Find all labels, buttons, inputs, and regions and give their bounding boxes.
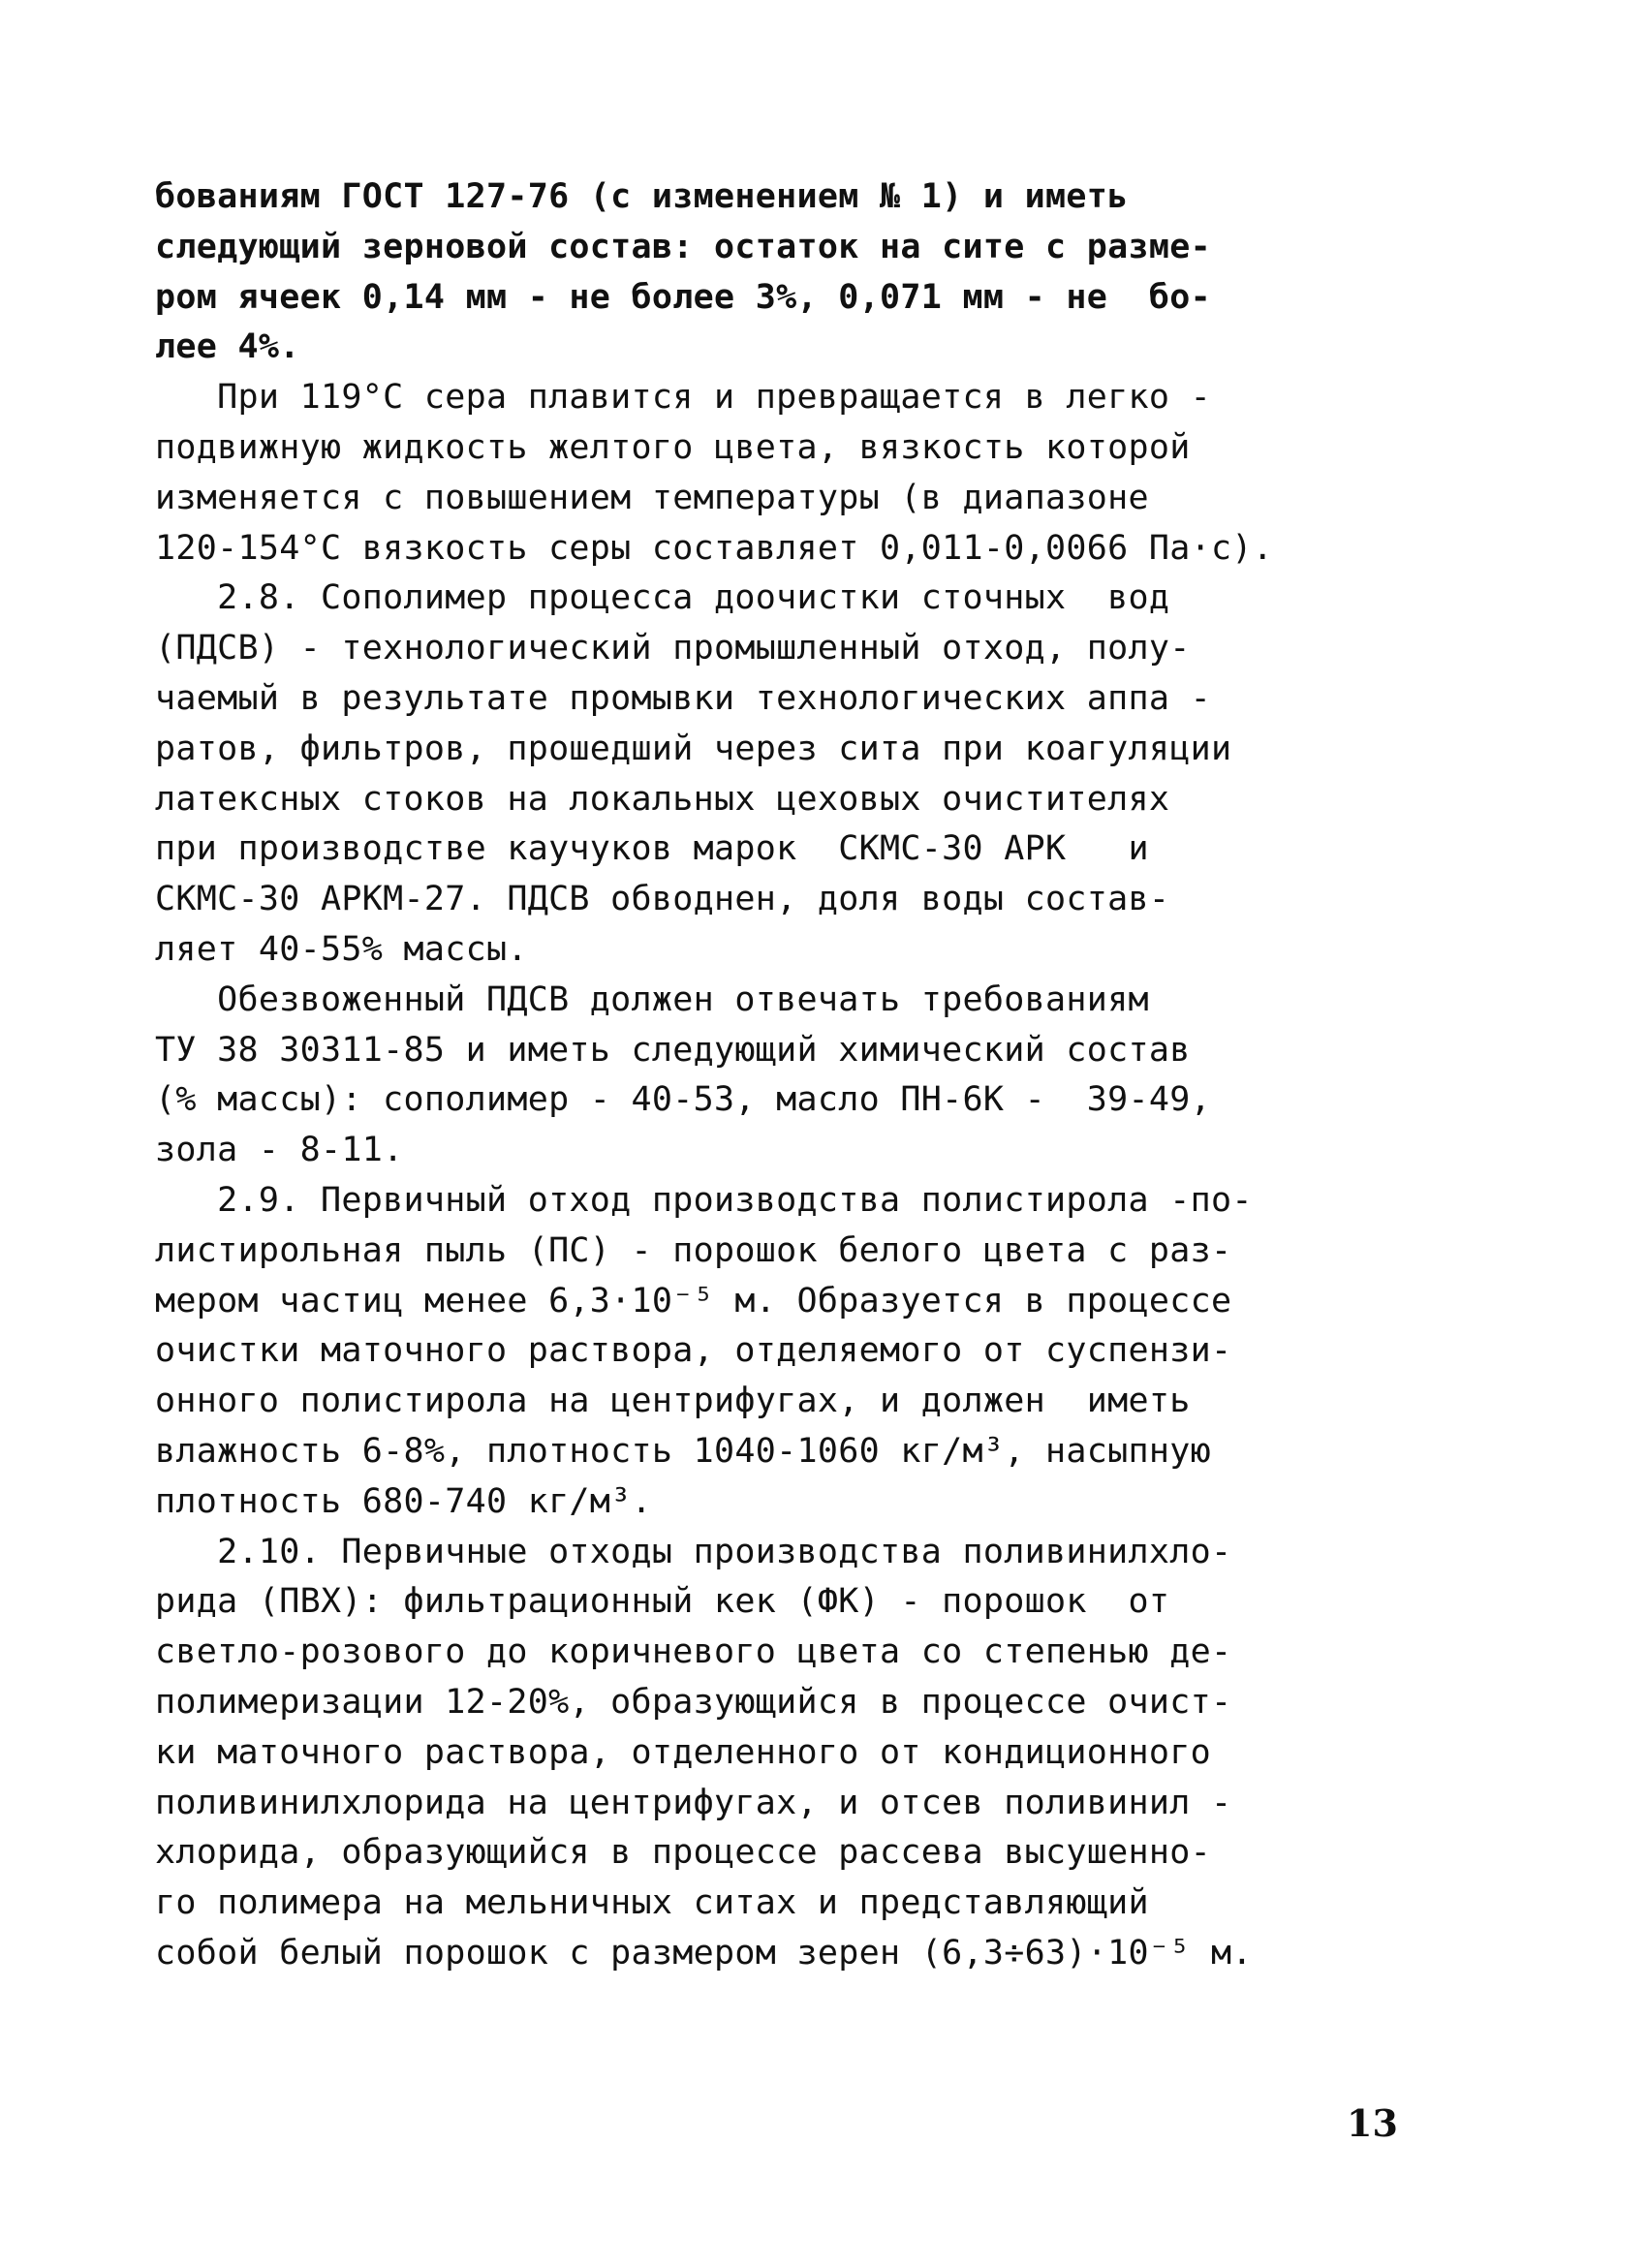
text-line: очистки маточного раствора, отделяемого от суспензи- — [155, 1331, 1232, 1371]
page-number: 13 — [1347, 2101, 1398, 2145]
text-line: светло-розового до коричневого цвета со степенью де- — [155, 1632, 1232, 1672]
text-line: при производстве каучуков марок СКМС-30 АРК и — [155, 829, 1149, 869]
text-line: ляет 40-55% массы. — [155, 929, 528, 969]
text-line: латексных стоков на локальных цеховых очистителях — [155, 779, 1170, 819]
text-line: 2.10. Первичные отходы производства поливинилхло- — [155, 1532, 1232, 1571]
text-line: бованиям ГОСТ 127-76 (с изменением № 1) и иметь — [155, 177, 1129, 216]
text-line: поливинилхлорида на центрифугах, и отсев поливинил - — [155, 1783, 1232, 1822]
text-line: ТУ 38 30311-85 и иметь следующий химический состав — [155, 1030, 1191, 1070]
text-line: изменяется с повышением температуры (в диапазоне — [155, 478, 1149, 517]
text-line: влажность 6-8%, плотность 1040-1060 кг/м³, насыпную — [155, 1431, 1211, 1471]
text-line: подвижную жидкость желтого цвета, вязкость которой — [155, 427, 1191, 467]
text-line: рида (ПВХ): фильтрационный кек (ФК) - порошок от — [155, 1582, 1170, 1622]
text-line: листирольная пыль (ПС) - порошок белого цвета с раз- — [155, 1230, 1232, 1270]
text-line: Обезвоженный ПДСВ должен отвечать требованиям — [155, 979, 1149, 1019]
text-line: СКМС-30 АРКМ-27. ПДСВ обводнен, доля воды состав- — [155, 880, 1170, 919]
text-line: ки маточного раствора, отделенного от кондиционного — [155, 1732, 1211, 1772]
text-line: 120-154°С вязкость серы составляет 0,011-0,0066 Па·с). — [155, 528, 1274, 568]
text-line: ратов, фильтров, прошедший через сита при коагуляции — [155, 729, 1232, 768]
text-line: мером частиц менее 6,3·10⁻⁵ м. Образуется в процессе — [155, 1281, 1232, 1320]
text-line: чаемый в результате промывки технологических аппа - — [155, 678, 1211, 718]
text-line: лее 4%. — [155, 327, 300, 367]
text-line: хлорида, образующийся в процессе рассева высушенно- — [155, 1833, 1211, 1873]
text-line: собой белый порошок с размером зерен (6,3÷63)·10⁻⁵ м. — [155, 1933, 1253, 1973]
text-line: плотность 680-740 кг/м³. — [155, 1481, 652, 1521]
text-line: следующий зерновой состав: остаток на сите с разме- — [155, 227, 1211, 266]
text-line: онного полистирола на центрифугах, и должен иметь — [155, 1382, 1191, 1421]
text-line: го полимера на мельничных ситах и представляющий — [155, 1883, 1149, 1923]
text-line: При 119°С сера плавится и превращается в легко - — [155, 378, 1211, 418]
text-line: (ПДСВ) - технологический промышленный отход, полу- — [155, 629, 1191, 668]
text-line: ром ячеек 0,14 мм - не более 3%, 0,071 мм - не бо- — [155, 277, 1211, 317]
body-text — [155, 172, 1414, 1979]
text-line: (% массы): сополимер - 40-53, масло ПН-6К - 39-49, — [155, 1080, 1211, 1120]
text-line: 2.8. Сополимер процесса доочистки сточных вод — [155, 578, 1170, 618]
text-line: зола - 8-11. — [155, 1131, 404, 1170]
text-line: полимеризации 12-20%, образующийся в процессе очист- — [155, 1682, 1232, 1722]
text-line: 2.9. Первичный отход производства полистирола -по- — [155, 1180, 1253, 1220]
